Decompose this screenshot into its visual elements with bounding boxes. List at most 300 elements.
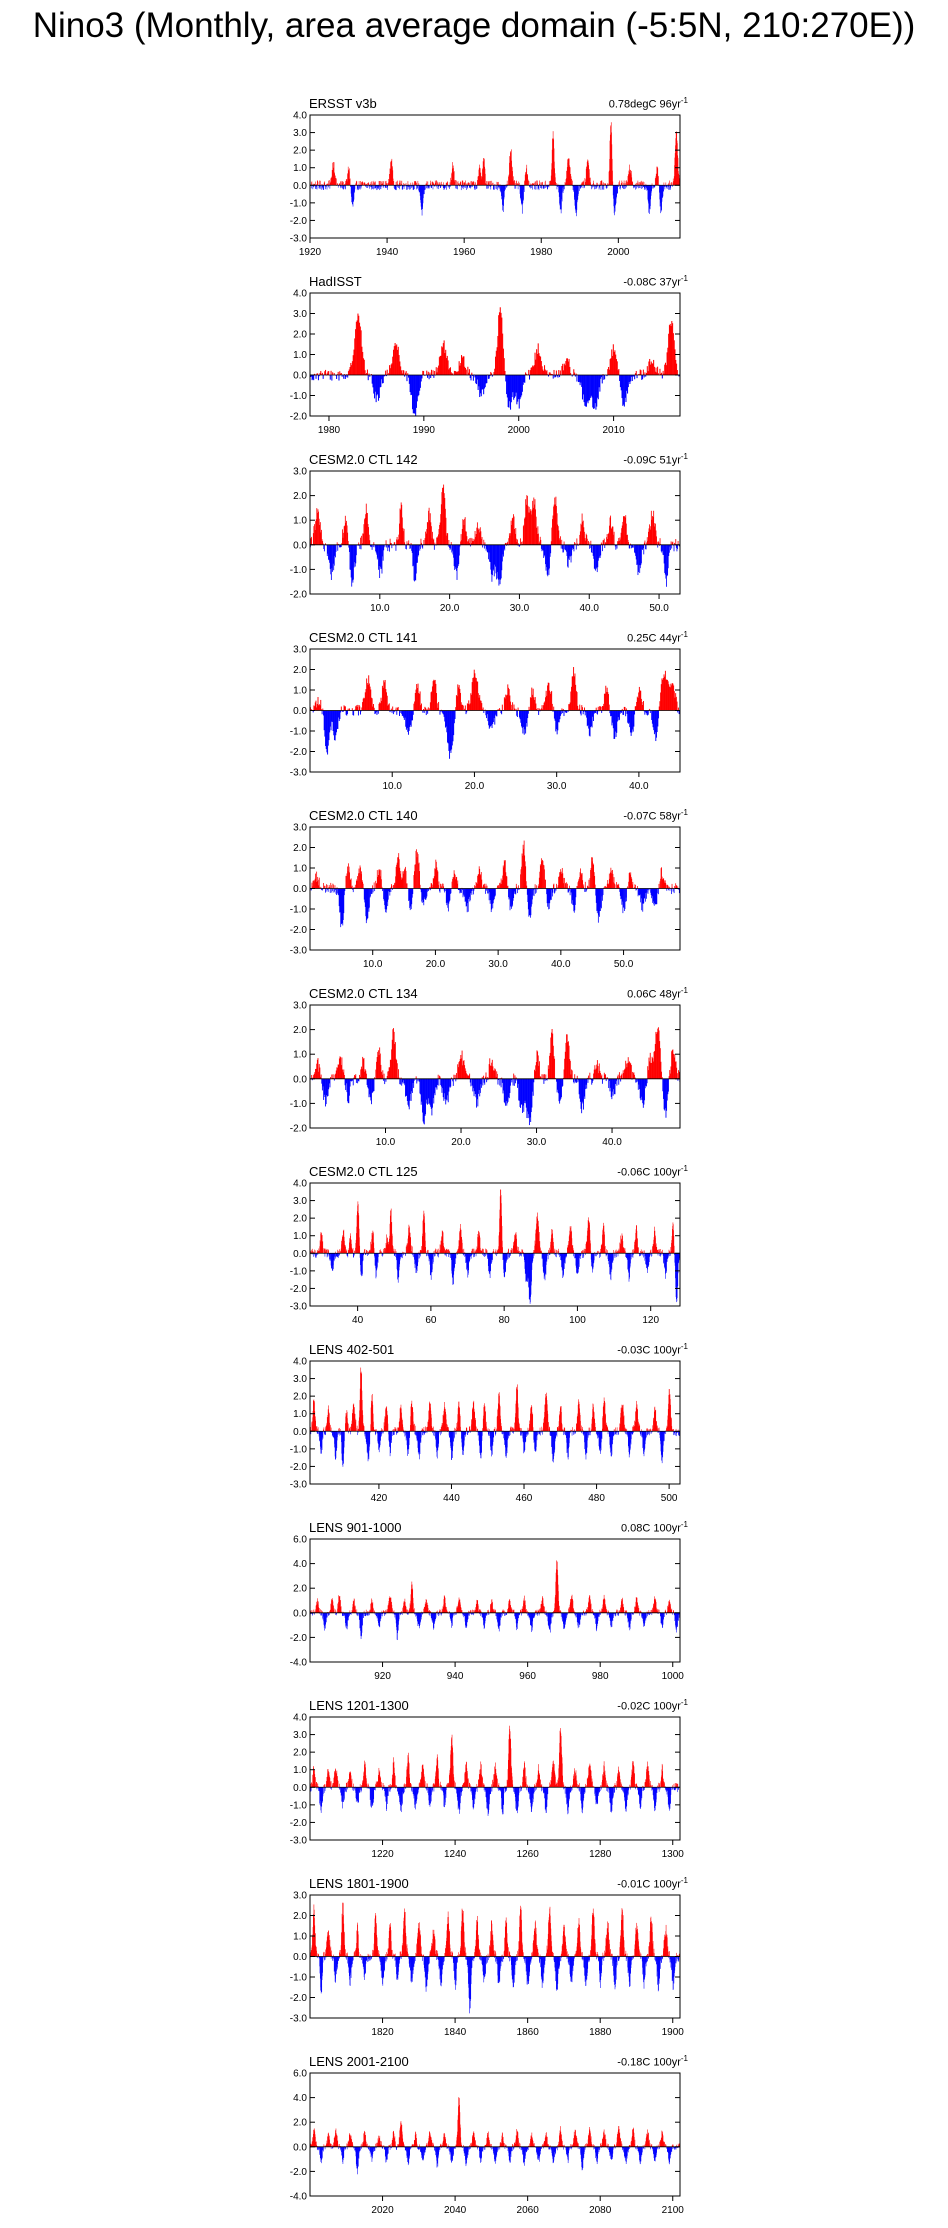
negative-anomaly-bar	[533, 1079, 534, 1083]
positive-anomaly-bar	[605, 1074, 606, 1079]
positive-anomaly-bar	[372, 885, 373, 888]
negative-anomaly-bar	[576, 375, 577, 382]
negative-anomaly-bar	[404, 185, 405, 189]
negative-anomaly-bar	[378, 1253, 379, 1257]
positive-anomaly-bar	[473, 182, 474, 186]
negative-anomaly-bar	[330, 889, 331, 893]
negative-anomaly-bar	[323, 375, 324, 379]
positive-anomaly-bar	[625, 707, 626, 711]
negative-anomaly-bar	[642, 185, 643, 188]
negative-anomaly-bar	[477, 185, 478, 188]
negative-anomaly-bar	[330, 185, 331, 188]
negative-anomaly-bar	[671, 889, 672, 895]
y-tick-label: -2.0	[290, 925, 308, 936]
positive-anomaly-bar	[447, 533, 448, 545]
positive-anomaly-bar	[536, 885, 537, 888]
positive-anomaly-bar	[583, 181, 584, 186]
positive-anomaly-bar	[345, 706, 346, 710]
positive-anomaly-bar	[520, 538, 521, 544]
y-tick-label: -1.0	[290, 198, 308, 209]
negative-anomaly-bar	[646, 545, 647, 550]
positive-anomaly-bar	[369, 540, 370, 545]
positive-anomaly-bar	[327, 885, 328, 889]
negative-anomaly-bar	[357, 185, 358, 190]
positive-anomaly-bar	[539, 180, 540, 185]
positive-anomaly-bar	[541, 182, 542, 185]
positive-anomaly-bar	[427, 181, 428, 185]
negative-anomaly-bar	[617, 545, 618, 549]
positive-anomaly-bar	[632, 182, 633, 186]
negative-anomaly-bar	[379, 185, 380, 190]
positive-anomaly-bar	[447, 183, 448, 186]
positive-anomaly-bar	[432, 181, 433, 185]
positive-anomaly-bar	[487, 886, 488, 889]
negative-anomaly-bar	[633, 545, 634, 548]
panel-title: CESM2.0 CTL 134	[309, 986, 418, 1001]
negative-anomaly-bar	[420, 545, 421, 549]
positive-anomaly-bar	[320, 700, 321, 711]
positive-anomaly-bar	[635, 885, 636, 889]
positive-anomaly-bar	[412, 1246, 413, 1253]
negative-anomaly-bar	[348, 1253, 349, 1257]
negative-anomaly-bar	[617, 185, 618, 193]
negative-anomaly-bar	[355, 185, 356, 189]
positive-anomaly-bar	[337, 1250, 338, 1254]
positive-anomaly-bar	[375, 181, 376, 185]
positive-anomaly-bar	[620, 1076, 621, 1079]
positive-anomaly-bar	[393, 179, 394, 186]
negative-anomaly-bar	[437, 1079, 438, 1085]
positive-anomaly-bar	[483, 1076, 484, 1079]
panel-title: CESM2.0 CTL 140	[309, 808, 418, 823]
negative-anomaly-bar	[389, 889, 390, 896]
positive-anomaly-bar	[645, 541, 646, 545]
positive-anomaly-bar	[677, 702, 678, 711]
x-tick-label: 40.0	[602, 1137, 622, 1148]
negative-anomaly-bar	[470, 185, 471, 188]
negative-anomaly-bar	[426, 711, 427, 716]
positive-anomaly-bar	[436, 180, 437, 185]
anomaly-bars	[310, 122, 680, 216]
negative-anomaly-bar	[471, 889, 472, 895]
positive-anomaly-bar	[392, 707, 393, 711]
chart-panel	[280, 448, 700, 626]
positive-anomaly-bar	[474, 885, 475, 888]
positive-anomaly-bar	[535, 884, 536, 888]
negative-anomaly-bar	[401, 1253, 402, 1257]
positive-anomaly-bar	[603, 182, 604, 185]
x-tick-label: 30.0	[547, 781, 567, 792]
positive-anomaly-bar	[437, 1250, 438, 1253]
negative-anomaly-bar	[361, 185, 362, 188]
negative-anomaly-bar	[319, 185, 320, 188]
positive-anomaly-bar	[406, 1247, 407, 1254]
negative-anomaly-bar	[336, 545, 337, 552]
positive-anomaly-bar	[624, 181, 625, 186]
positive-anomaly-bar	[355, 1074, 356, 1079]
negative-anomaly-bar	[412, 889, 413, 894]
positive-anomaly-bar	[600, 181, 601, 185]
positive-anomaly-bar	[398, 1069, 399, 1079]
negative-anomaly-bar	[623, 185, 624, 189]
negative-anomaly-bar	[651, 185, 652, 191]
positive-anomaly-bar	[357, 181, 358, 185]
negative-anomaly-bar	[396, 545, 397, 551]
negative-anomaly-bar	[418, 545, 419, 555]
positive-anomaly-bar	[582, 183, 583, 186]
negative-anomaly-bar	[476, 1253, 477, 1256]
negative-anomaly-bar	[466, 185, 467, 190]
anomaly-chart	[280, 644, 690, 804]
negative-anomaly-bar	[531, 185, 532, 188]
negative-anomaly-bar	[657, 889, 658, 894]
negative-anomaly-bar	[665, 185, 666, 189]
positive-anomaly-bar	[379, 181, 380, 185]
negative-anomaly-bar	[461, 889, 462, 893]
positive-anomaly-bar	[316, 1250, 317, 1253]
positive-anomaly-bar	[343, 182, 344, 185]
negative-anomaly-bar	[395, 185, 396, 189]
positive-anomaly-bar	[386, 540, 387, 545]
negative-anomaly-bar	[648, 711, 649, 715]
negative-anomaly-bar	[602, 375, 603, 383]
positive-anomaly-bar	[569, 886, 570, 889]
positive-anomaly-bar	[374, 181, 375, 185]
y-tick-label: 1.0	[293, 516, 307, 527]
negative-anomaly-bar	[399, 185, 400, 189]
positive-anomaly-bar	[462, 1243, 463, 1253]
y-tick-label: -2.0	[290, 590, 308, 601]
negative-anomaly-bar	[313, 375, 314, 380]
positive-anomaly-bar	[311, 1075, 312, 1079]
negative-anomaly-bar	[406, 545, 407, 550]
trend-value: 0.25C 44yr	[627, 633, 681, 645]
negative-anomaly-bar	[637, 375, 638, 378]
positive-anomaly-bar	[348, 541, 349, 545]
negative-anomaly-bar	[438, 1079, 439, 1086]
negative-anomaly-bar	[514, 1079, 515, 1086]
anomaly-chart	[280, 466, 690, 626]
positive-anomaly-bar	[486, 181, 487, 185]
negative-anomaly-bar	[437, 185, 438, 188]
positive-anomaly-bar	[502, 705, 503, 711]
negative-anomaly-bar	[504, 545, 505, 551]
positive-anomaly-bar	[590, 182, 591, 185]
negative-anomaly-bar	[455, 711, 456, 719]
y-tick-label: -1.0	[290, 565, 308, 576]
positive-anomaly-bar	[567, 884, 568, 889]
positive-anomaly-bar	[468, 182, 469, 185]
positive-anomaly-bar	[589, 880, 590, 889]
x-tick-label: 50.0	[614, 959, 634, 970]
negative-anomaly-bar	[575, 889, 576, 898]
positive-anomaly-bar	[487, 1250, 488, 1253]
negative-anomaly-bar	[486, 375, 487, 383]
negative-anomaly-bar	[518, 185, 519, 189]
anomaly-bars	[310, 485, 680, 587]
positive-anomaly-bar	[554, 1059, 555, 1079]
negative-anomaly-bar	[470, 1253, 471, 1256]
negative-anomaly-bar	[410, 545, 411, 549]
positive-anomaly-bar	[380, 181, 381, 185]
negative-anomaly-bar	[338, 375, 339, 381]
x-tick-label: 40.0	[629, 781, 649, 792]
negative-anomaly-bar	[395, 1253, 396, 1257]
positive-anomaly-bar	[408, 540, 409, 544]
negative-anomaly-bar	[616, 1079, 617, 1086]
positive-anomaly-bar	[438, 1249, 439, 1254]
positive-anomaly-bar	[394, 181, 395, 185]
negative-anomaly-bar	[623, 711, 624, 715]
x-tick-label: 20.0	[465, 781, 485, 792]
negative-anomaly-bar	[438, 185, 439, 189]
negative-anomaly-bar	[670, 545, 671, 550]
negative-anomaly-bar	[485, 889, 486, 894]
negative-anomaly-bar	[339, 1253, 340, 1256]
trend-label	[609, 96, 688, 111]
negative-anomaly-bar	[570, 889, 571, 896]
positive-anomaly-bar	[483, 1249, 484, 1253]
anomaly-chart	[280, 1000, 690, 1160]
y-tick-label: 2.0	[293, 843, 307, 854]
negative-anomaly-bar	[496, 185, 497, 189]
negative-anomaly-bar	[620, 1079, 621, 1082]
positive-anomaly-bar	[518, 885, 519, 888]
negative-anomaly-bar	[658, 711, 659, 719]
positive-anomaly-bar	[333, 885, 334, 889]
negative-anomaly-bar	[516, 185, 517, 188]
x-tick-label: 10.0	[376, 1137, 396, 1148]
anomaly-chart	[280, 110, 690, 270]
negative-anomaly-bar	[501, 1079, 502, 1088]
positive-anomaly-bar	[554, 884, 555, 889]
positive-anomaly-bar	[353, 1248, 354, 1253]
negative-anomaly-bar	[324, 545, 325, 552]
positive-anomaly-bar	[385, 371, 386, 375]
x-tick-label: 10.0	[363, 959, 383, 970]
positive-anomaly-bar	[517, 539, 518, 544]
y-tick-label: -1.0	[290, 727, 308, 738]
positive-anomaly-bar	[340, 181, 341, 185]
negative-anomaly-bar	[427, 375, 428, 378]
positive-anomaly-bar	[514, 180, 515, 185]
negative-anomaly-bar	[634, 375, 635, 379]
positive-anomaly-bar	[443, 182, 444, 185]
negative-anomaly-bar	[564, 711, 565, 717]
positive-anomaly-bar	[469, 538, 470, 545]
y-tick-label: 0.0	[293, 1074, 307, 1085]
positive-anomaly-bar	[414, 181, 415, 185]
positive-anomaly-bar	[314, 1250, 315, 1254]
negative-anomaly-bar	[383, 545, 384, 551]
positive-anomaly-bar	[512, 702, 513, 710]
negative-anomaly-bar	[550, 545, 551, 553]
y-tick-label: -2.0	[290, 1124, 308, 1135]
negative-anomaly-bar	[429, 375, 430, 379]
negative-anomaly-bar	[528, 711, 529, 714]
positive-anomaly-bar	[361, 182, 362, 185]
positive-anomaly-bar	[497, 1250, 498, 1253]
negative-anomaly-bar	[604, 185, 605, 189]
y-tick-label: 3.0	[293, 1001, 307, 1012]
negative-anomaly-bar	[561, 545, 562, 549]
positive-anomaly-bar	[488, 182, 489, 185]
negative-anomaly-bar	[529, 375, 530, 380]
negative-anomaly-bar	[450, 1079, 451, 1087]
positive-anomaly-bar	[428, 372, 429, 375]
negative-anomaly-bar	[323, 185, 324, 190]
negative-anomaly-bar	[552, 889, 553, 893]
positive-anomaly-bar	[371, 182, 372, 185]
trend-label	[617, 1164, 688, 1179]
negative-anomaly-bar	[634, 711, 635, 715]
positive-anomaly-bar	[399, 181, 400, 186]
negative-anomaly-bar	[574, 545, 575, 552]
y-tick-label: 1.0	[293, 864, 307, 875]
negative-anomaly-bar	[562, 1079, 563, 1086]
negative-anomaly-bar	[561, 711, 562, 715]
negative-anomaly-bar	[576, 1079, 577, 1083]
positive-anomaly-bar	[628, 542, 629, 545]
negative-anomaly-bar	[402, 1253, 403, 1258]
negative-anomaly-bar	[511, 1079, 512, 1083]
trend-value: -0.07C 58yr	[623, 811, 680, 823]
negative-anomaly-bar	[386, 545, 387, 548]
negative-anomaly-bar	[425, 185, 426, 189]
positive-anomaly-bar	[558, 370, 559, 375]
negative-anomaly-bar	[544, 185, 545, 188]
negative-anomaly-bar	[596, 185, 597, 188]
positive-anomaly-bar	[643, 701, 644, 711]
negative-anomaly-bar	[373, 889, 374, 893]
positive-anomaly-bar	[332, 372, 333, 375]
negative-anomaly-bar	[515, 1079, 516, 1083]
negative-anomaly-bar	[493, 185, 494, 189]
positive-anomaly-bar	[408, 181, 409, 185]
anomaly-bars	[310, 667, 680, 759]
negative-anomaly-bar	[592, 185, 593, 188]
negative-anomaly-bar	[433, 375, 434, 378]
negative-anomaly-bar	[358, 185, 359, 190]
positive-anomaly-bar	[561, 540, 562, 545]
positive-anomaly-bar	[407, 883, 408, 888]
positive-anomaly-bar	[325, 886, 326, 889]
negative-anomaly-bar	[471, 1253, 472, 1258]
negative-anomaly-bar	[626, 889, 627, 902]
positive-anomaly-bar	[553, 707, 554, 711]
positive-anomaly-bar	[379, 181, 380, 185]
x-tick-label: 40.0	[551, 959, 571, 970]
y-tick-label: 3.0	[293, 309, 307, 320]
negative-anomaly-bar	[639, 185, 640, 188]
positive-anomaly-bar	[507, 542, 508, 545]
panel-title: CESM2.0 CTL 125	[309, 1164, 418, 1179]
positive-anomaly-bar	[490, 181, 491, 185]
negative-anomaly-bar	[358, 711, 359, 716]
negative-anomaly-bar	[334, 889, 335, 892]
negative-anomaly-bar	[330, 1253, 331, 1260]
y-tick-label: 3.0	[293, 128, 307, 139]
positive-anomaly-bar	[366, 1074, 367, 1079]
negative-anomaly-bar	[648, 889, 649, 894]
y-tick-label: 1.0	[293, 686, 307, 697]
positive-anomaly-bar	[545, 880, 546, 889]
anomaly-bars	[310, 841, 680, 928]
positive-anomaly-bar	[464, 1249, 465, 1254]
positive-anomaly-bar	[403, 370, 404, 375]
positive-anomaly-bar	[387, 370, 388, 375]
negative-anomaly-bar	[456, 185, 457, 189]
x-tick-label: 40.0	[580, 603, 600, 614]
negative-anomaly-bar	[629, 545, 630, 549]
positive-anomaly-bar	[555, 182, 556, 185]
positive-anomaly-bar	[397, 181, 398, 186]
negative-anomaly-bar	[662, 375, 663, 378]
positive-anomaly-bar	[486, 884, 487, 889]
positive-anomaly-bar	[564, 542, 565, 545]
negative-anomaly-bar	[487, 185, 488, 188]
negative-anomaly-bar	[316, 1253, 317, 1256]
positive-anomaly-bar	[418, 181, 419, 185]
negative-anomaly-bar	[413, 711, 414, 715]
chart-panel	[280, 270, 700, 448]
y-tick-label: 4.0	[293, 111, 307, 122]
positive-anomaly-bar	[545, 181, 546, 186]
positive-anomaly-bar	[433, 370, 434, 375]
positive-anomaly-bar	[327, 1249, 328, 1253]
positive-anomaly-bar	[621, 1074, 622, 1079]
positive-anomaly-bar	[556, 371, 557, 375]
negative-anomaly-bar	[625, 185, 626, 188]
x-tick-label: 1960	[453, 247, 476, 258]
negative-anomaly-bar	[317, 185, 318, 189]
negative-anomaly-bar	[647, 1079, 648, 1083]
positive-anomaly-bar	[319, 181, 320, 186]
negative-anomaly-bar	[359, 545, 360, 549]
negative-anomaly-bar	[381, 185, 382, 189]
positive-anomaly-bar	[448, 540, 449, 545]
positive-anomaly-bar	[535, 181, 536, 185]
positive-anomaly-bar	[622, 182, 623, 185]
positive-anomaly-bar	[428, 707, 429, 710]
negative-anomaly-bar	[325, 1253, 326, 1256]
positive-anomaly-bar	[540, 540, 541, 545]
anomaly-bars	[310, 1189, 680, 1303]
positive-anomaly-bar	[324, 181, 325, 185]
negative-anomaly-bar	[347, 711, 348, 715]
negative-anomaly-bar	[418, 185, 419, 190]
anomaly-chart	[280, 822, 690, 982]
positive-anomaly-bar	[572, 181, 573, 185]
negative-anomaly-bar	[384, 1079, 385, 1084]
positive-anomaly-bar	[618, 1075, 619, 1079]
positive-anomaly-bar	[366, 1250, 367, 1253]
negative-anomaly-bar	[450, 545, 451, 549]
positive-anomaly-bar	[345, 181, 346, 185]
negative-anomaly-bar	[535, 185, 536, 189]
positive-anomaly-bar	[497, 1074, 498, 1079]
y-tick-label: -3.0	[290, 768, 308, 779]
negative-anomaly-bar	[618, 1079, 619, 1085]
positive-anomaly-bar	[626, 180, 627, 185]
positive-anomaly-bar	[497, 182, 498, 185]
y-tick-label: 0.0	[293, 371, 307, 382]
positive-anomaly-bar	[363, 884, 364, 889]
negative-anomaly-bar	[353, 1079, 354, 1086]
positive-anomaly-bar	[331, 885, 332, 888]
negative-anomaly-bar	[495, 889, 496, 896]
negative-anomaly-bar	[330, 375, 331, 380]
